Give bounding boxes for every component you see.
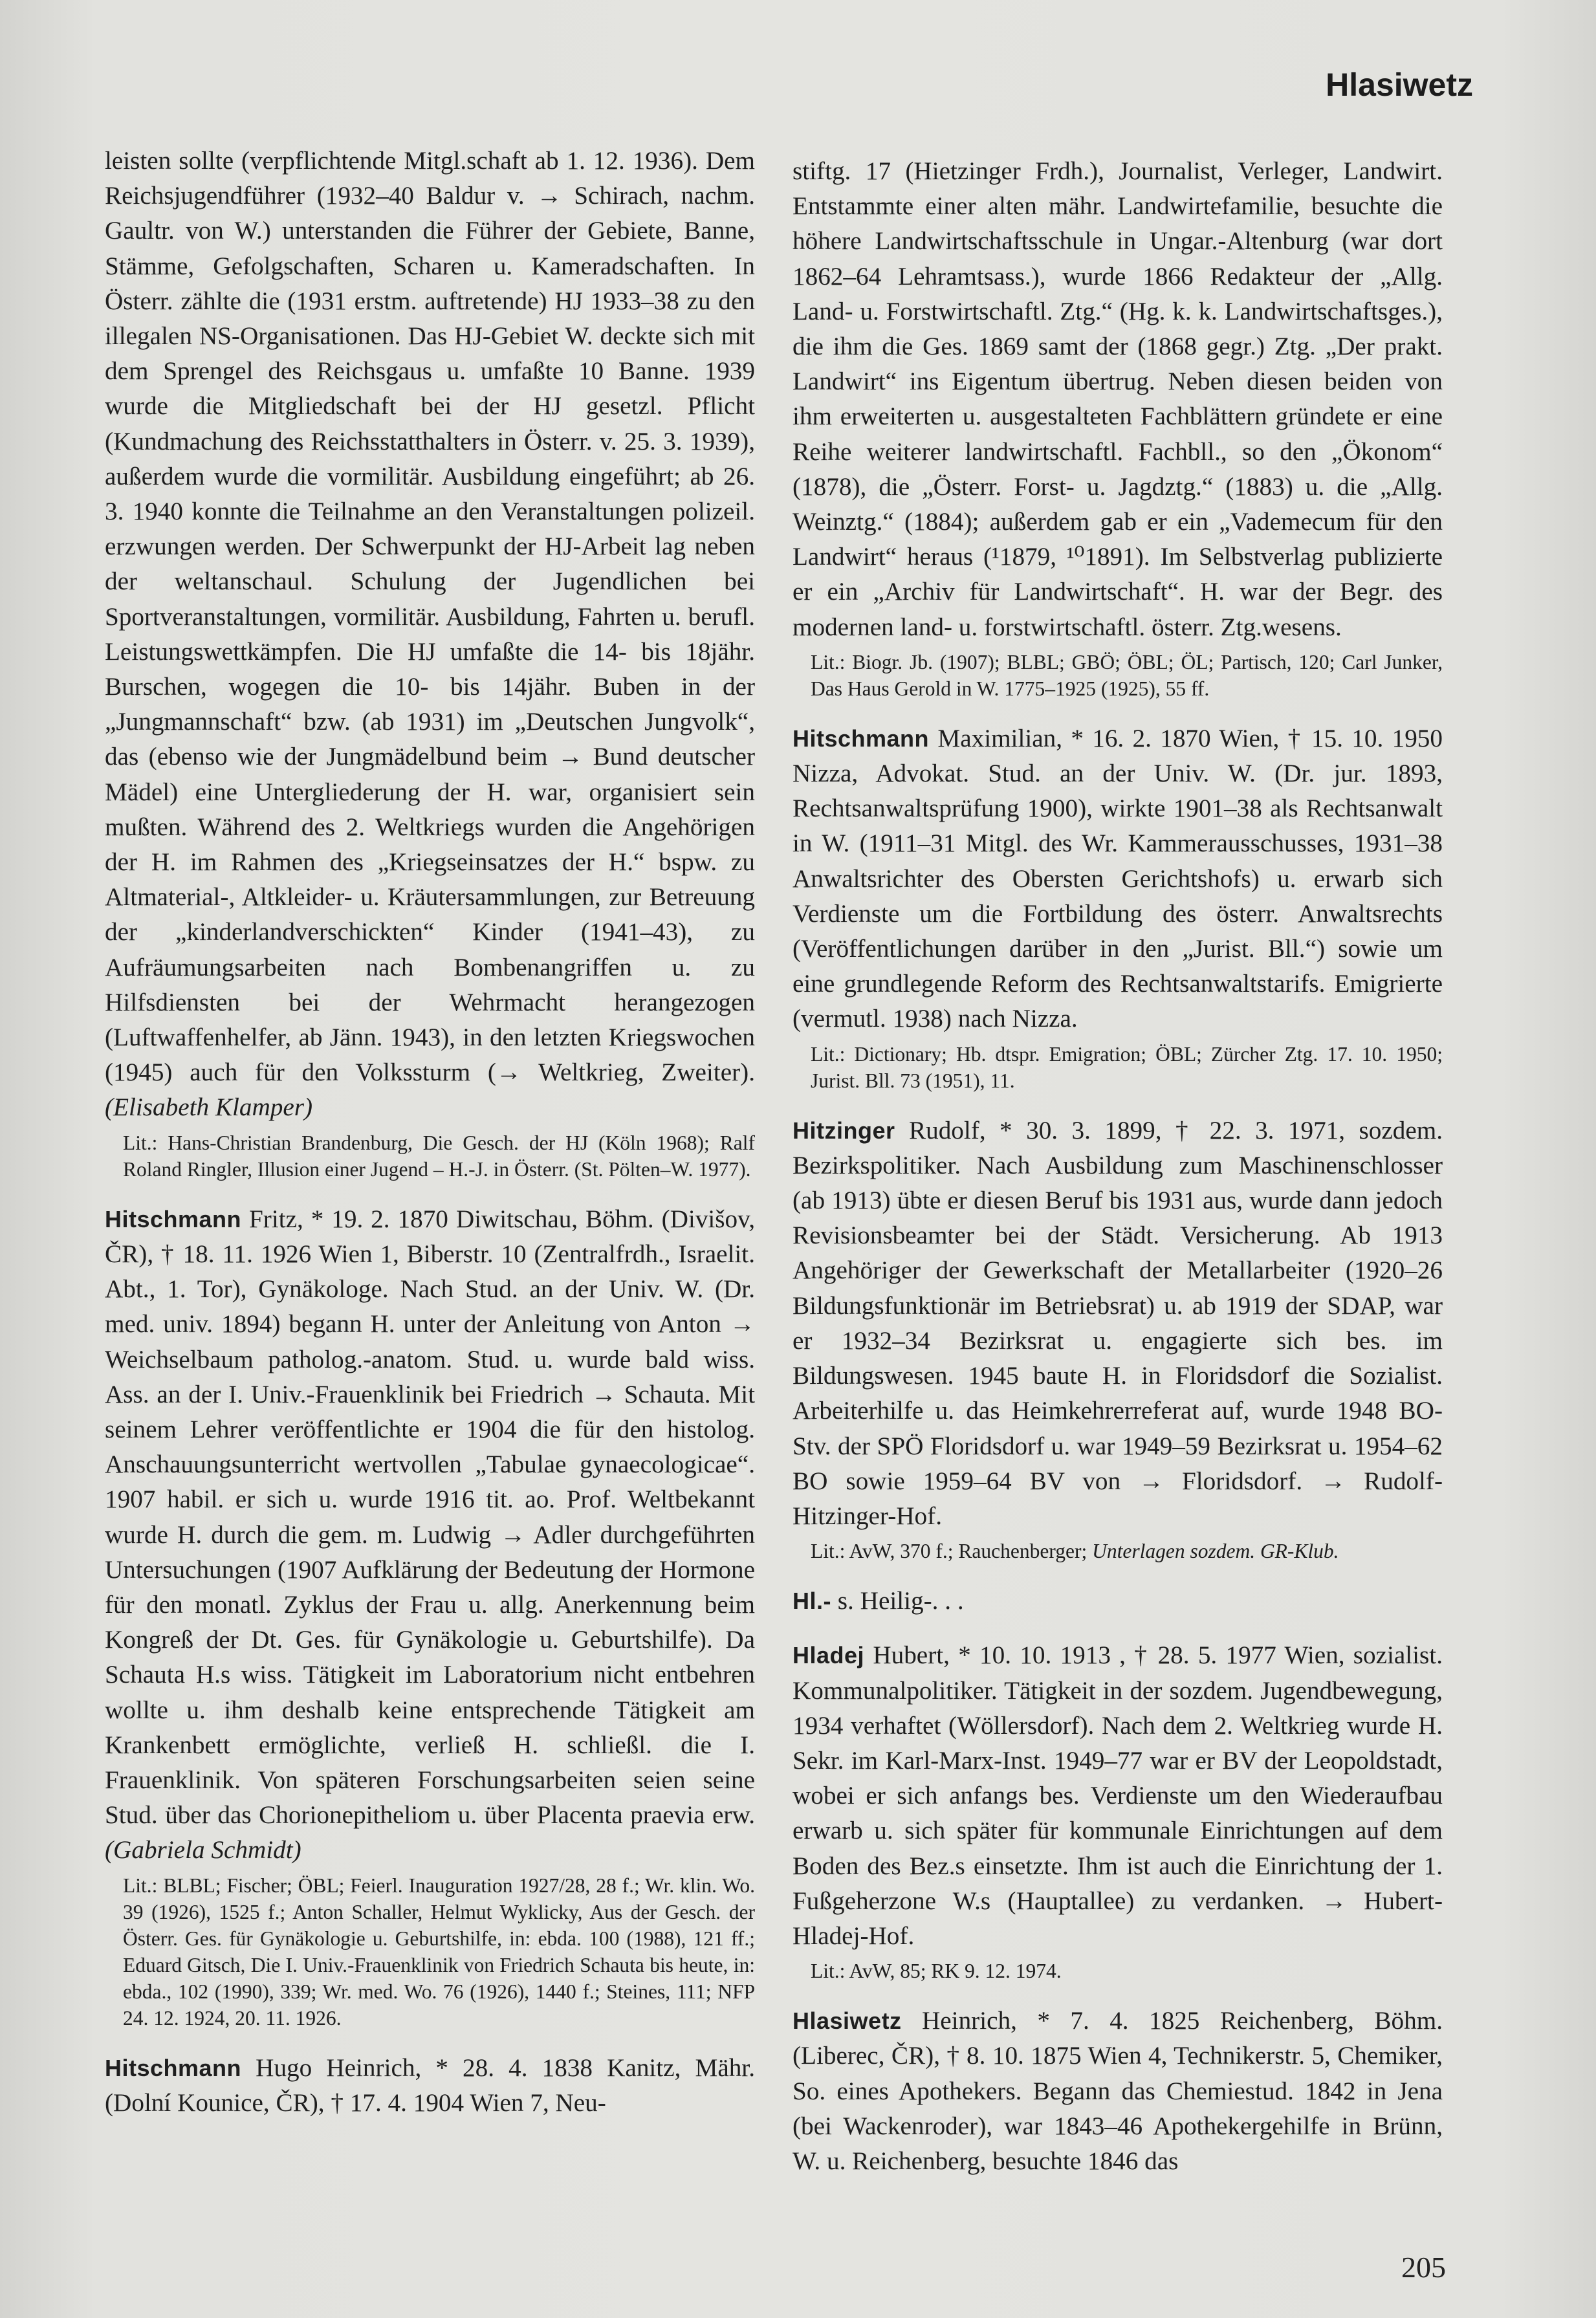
hj-entry-continuation (105, 144, 755, 1126)
entry-headword: Hitschmann (793, 725, 930, 752)
entry-hitschmann-hugo-continued: stiftg. 17 (Hietzinger Frdh.), Journalist, Verleger, Landwirt. Entstammte einer alten mähr. Landwirtefamilie, besuchte die höhere Landwirtschaftsschule in Ungar.-Altenburg (war dort 1862–64 Lehramtsass.), wurde 1866 Redakteur der „Allg. Land- u. Forstwirtschaftl. Ztg.“ (Hg. k. k. Landwirtschaftsges.), die ihm die Ges. 1869 samt der (1868 gegr.) Ztg. „Der prakt. Landwirt“ ins Eigentum übertrug. Neben diesen beiden von ihm erweiterten u. ausgestalteten Fachblättern gründete er eine Reihe weiterer landwirtschaftl. Fachbll., so den „Ökonom“ (1878), die „Österr. Forst- u. Jagdztg.“ (1883) u. die „Allg. Weinztg.“ (1884); außerdem gab er ein „Vademecum für den Landwirt“ heraus (¹1879, ¹⁰1891). Im Selbstverlag publizierte er ein „Archiv für Landwirtschaft“. H. war der Begr. des modernen land- u. forstwirtschaftl. österr. Ztg.wesens. (793, 157, 1443, 641)
entry-text: Hugo Heinrich, * 28. 4. 1838 Kanitz, Mähr. (Dolní Kounice, ČR), † 17. 4. 1904 Wien 7, Neu- (105, 2053, 755, 2117)
entry-hitschmann-maximilian (793, 721, 1443, 1037)
entry-hitzinger-rudolf (793, 1113, 1443, 1534)
left-column (105, 144, 755, 2121)
entry-text: Rudolf, * 30. 3. 1899, † 22. 3. 1971, sozdem. Bezirkspolitiker. Nach Ausbildung zum Maschinenschlosser (ab 1913) übte er diesen Beruf bis 1931 aus, wurde dann jedoch Revisionsbeamter bei der Städt. Versicherung. Ab 1913 Angehöriger der Gewerkschaft der Metallarbeiter (1920–26 Bildungsfunktionär im Betriebsrat) u. ab 1919 der SDAP, war er 1932–34 Bezirksrat u. engagierte sich bes. im Bildungswesen. 1945 baute H. in Floridsdorf die Sozialist. Arbeiterhilfe u. das Heimkehrerreferat auf, wurde 1948 BO-Stv. der SPÖ Floridsdorf u. war 1949–59 Bezirksrat u. 1954–62 BO sowie 1959–64 BV von → Floridsdorf. → Rudolf-Hitzinger-Hof. (793, 1116, 1443, 1530)
entry-headword: Hitschmann (105, 1205, 242, 1232)
entry-literature: Lit.: AvW, 85; RK 9. 12. 1974. (811, 1960, 1062, 1983)
entry-text: s. Heilig-. . . (837, 1587, 964, 1615)
entry-literature: Lit.: Dictionary; Hb. dtspr. Emigration; ÖBL; Zürcher Ztg. 17. 10. 1950; Jurist. Bll. 73 (1951), 11. (811, 1042, 1443, 1092)
entry-headword: Hlasiwetz (793, 2007, 902, 2035)
running-header: Hlasiwetz (1326, 67, 1473, 103)
entry-headword: Hitzinger (793, 1117, 895, 1144)
entry-headword: Hladej (793, 1642, 865, 1669)
entry-hitschmann-hugo (105, 2051, 755, 2121)
entry-hitschmann-fritz (105, 1202, 755, 1868)
entry-literature: Lit.: Biogr. Jb. (1907); BLBL; GBÖ; ÖBL; ÖL; Partisch, 120; Carl Junker, Das Haus Gerold in W. 1775–1925 (1925), 55 ff. (811, 650, 1443, 700)
hj-author: (Elisabeth Klamper) (105, 1093, 313, 1122)
lit-sources-italic: Unterlagen sozdem. GR-Klub. (1092, 1540, 1339, 1563)
entry-hladej-hubert (793, 1638, 1443, 1954)
entry-text: Heinrich, * 7. 4. 1825 Reichenberg, Böhm. (Liberec, ČR), † 8. 10. 1875 Wien 4, Technikerstr. 5, Chemiker, So. eines Apothekers. Begann das Chemiestud. 1842 in Jena (bei Wackenroder), war 1843–46 Apothekergehilfe in Brünn, W. u. Reichenberg, besuchte 1846 das (793, 2007, 1443, 2175)
entry-text: Fritz, * 19. 2. 1870 Diwitschau, Böhm. (Divišov, ČR), † 18. 11. 1926 Wien 1, Biberstr. 10 (Zentralfrdh., Israelit. Abt., 1. Tor), Gynäkologe. Nach Stud. an der Univ. W. (Dr. med. univ. 1894) begann H. unter der Anleitung von Anton → Weichselbaum patholog.-anatom. Stud. u. wurde bald wiss. Ass. an der I. Univ.-Frauenklinik bei Friedrich → Schauta. Mit seinem Lehrer veröffentlichte er 1904 die für den histolog. Anschauungsunterricht wertvollen „Tabulae gynaecologicae“. 1907 habil. er sich u. wurde 1916 tit. ao. Prof. Weltbekannt wurde H. durch die gem. m. Ludwig → Adler durchgeführten Untersuchungen (1907 Aufklärung der Bedeutung der Hormone für den monatl. Zyklus der Frau u. allg. Anerkennung beim Kongreß der Dt. Ges. für Gynäkologie u. Geburtshilfe). Da Schauta H.s wiss. Tätigkeit im Laboratorium nicht entbehren wollte u. ihm deshalb keine entsprechende Tätigkeit am Krankenbett ermöglichte, verließ H. schließl. die I. Frauenklinik. Von späteren Forschungsarbeiten seien seine Stud. über das Chorionepitheliom u. über Placenta praevia erw. (105, 1205, 755, 1830)
entry-headword: Hl.- (793, 1588, 831, 1615)
lit-sources: Lit.: AvW, 370 f.; Rauchenberger; (811, 1540, 1088, 1563)
entry-literature (793, 1538, 1443, 1564)
entry-hlasiwetz-heinrich (793, 2004, 1443, 2179)
hj-literature: Lit.: Hans-Christian Brandenburg, Die Gesch. der HJ (Köln 1968); Ralf Roland Ringler, Illusion einer Jugend – H.-J. in Österr. (St. Pölten–W. 1977). (123, 1131, 755, 1181)
right-column (793, 154, 1443, 2179)
entry-text: Hubert, * 10. 10. 1913 , † 28. 5. 1977 Wien, sozialist. Kommunalpolitiker. Tätigkeit in der sozdem. Jugendbewegung, 1934 verhaftet (Wöllersdorf). Nach dem 2. Weltkrieg wurde H. Sekr. im Karl-Marx-Inst. 1949–77 war er BV der Leopoldstadt, wobei er sich anfangs bes. Verdienste um den Wiederaufbau erwarb u. sich später für kommunale Einrichtungen auf dem Boden des Bez.s einsetzte. Ihm ist auch die Einrichtung der 1. Fußgeherzone W.s (Hauptallee) zu verdanken. → Hubert-Hladej-Hof. (793, 1641, 1443, 1950)
hj-text: leisten sollte (verpflichtende Mitgl.schaft ab 1. 12. 1936). Dem Reichsjugendführer (1932–40 Baldur v. → Schirach, nachm. Gaultr. von W.) unterstanden die Führer der Gebiete, Banne, Stämme, Gefolgschaften, Scharen u. Kameradschaften. In Österr. zählte die (1931 erstm. auftretende) HJ 1933–38 zu den illegalen NS-Organisationen. Das HJ-Gebiet W. deckte sich mit dem Sprengel des Reichsgaus u. umfaßte 10 Banne. 1939 wurde die Mitgliedschaft bei der HJ gesetzl. Pflicht (Kundmachung des Reichsstatthalters in Österr. v. 25. 3. 1939), außerdem wurde die vormilitär. Ausbildung eingeführt; ab 26. 3. 1940 konnte die Teilnahme an den Veranstaltungen polizeil. erzwungen werden. Der Schwerpunkt der HJ-Arbeit lag neben der weltanschaul. Schulung der Jugendlichen bei Sportveranstaltungen, vormilitär. Ausbildung, Fahrten u. berufl. Leistungswettkämpfen. Die HJ umfaßte die 14- bis 18jähr. Burschen, wogegen die 10- bis 14jähr. Buben in der „Jungmannschaft“ bzw. (ab 1931) im „Deutschen Jungvolk“, das (ebenso wie der Jungmädelbund beim → Bund deutscher Mädel) eine Untergliederung der H. war, organisiert sein mußten. Während des 2. Weltkriegs wurden die Angehörigen der H. im Rahmen des „Kriegseinsatzes der H.“ bspw. zu Altmaterial-, Altkleider- u. Kräutersammlungen, zur Betreuung der „kinderlandverschickten“ Kinder (1941–43), zu Aufräumungsarbeiten nach Bombenangriffen u. zu Hilfsdiensten bei der Wehrmacht herangezogen (Luftwaffenhelfer, ab Jänn. 1943), in den letzten Kriegswochen (1945) auch für den Volkssturm (→ Weltkrieg, Zweiter). (105, 147, 755, 1087)
entry-author: (Gabriela Schmidt) (105, 1836, 301, 1864)
entry-headword: Hitschmann (105, 2054, 242, 2081)
entry-literature: Lit.: BLBL; Fischer; ÖBL; Feierl. Inauguration 1927/28, 28 f.; Wr. klin. Wo. 39 (1926), 1525 f.; Anton Schaller, Helmut Wyklicky, Aus der Gesch. der Österr. Ges. für Gynäkologie u. Geburtshilfe, in: ebda. 100 (1988), 121 ff.; Eduard Gitsch, Die I. Univ.-Frauenklinik von Friedrich Schauta bis heute, in: ebda., 102 (1990), 339; Wr. med. Wo. 76 (1926), 1440 f.; Steines, 111; NFP 24. 12. 1924, 20. 11. 1926. (123, 1874, 755, 2029)
page-number: 205 (1401, 2251, 1446, 2284)
entry-hl-crossref (793, 1584, 1443, 1619)
entry-text: Maximilian, * 16. 2. 1870 Wien, † 15. 10. 1950 Nizza, Advokat. Stud. an der Univ. W. (Dr. jur. 1893, Rechtsanwaltsprüfung 1900), wirkte 1901–38 als Rechtsanwalt in W. (1911–31 Mitgl. des Wr. Kammerausschusses, 1931–38 Anwaltsrichter des Obersten Gerichtshofs) u. erwarb sich Verdienste um die Fortbildung des österr. Anwaltsrechts (Veröffentlichungen darüber in den „Jurist. Bll.“) sowie um eine grundlegende Reform des Rechtsanwaltstarifs. Emigrierte (vermutl. 1938) nach Nizza. (793, 724, 1443, 1033)
